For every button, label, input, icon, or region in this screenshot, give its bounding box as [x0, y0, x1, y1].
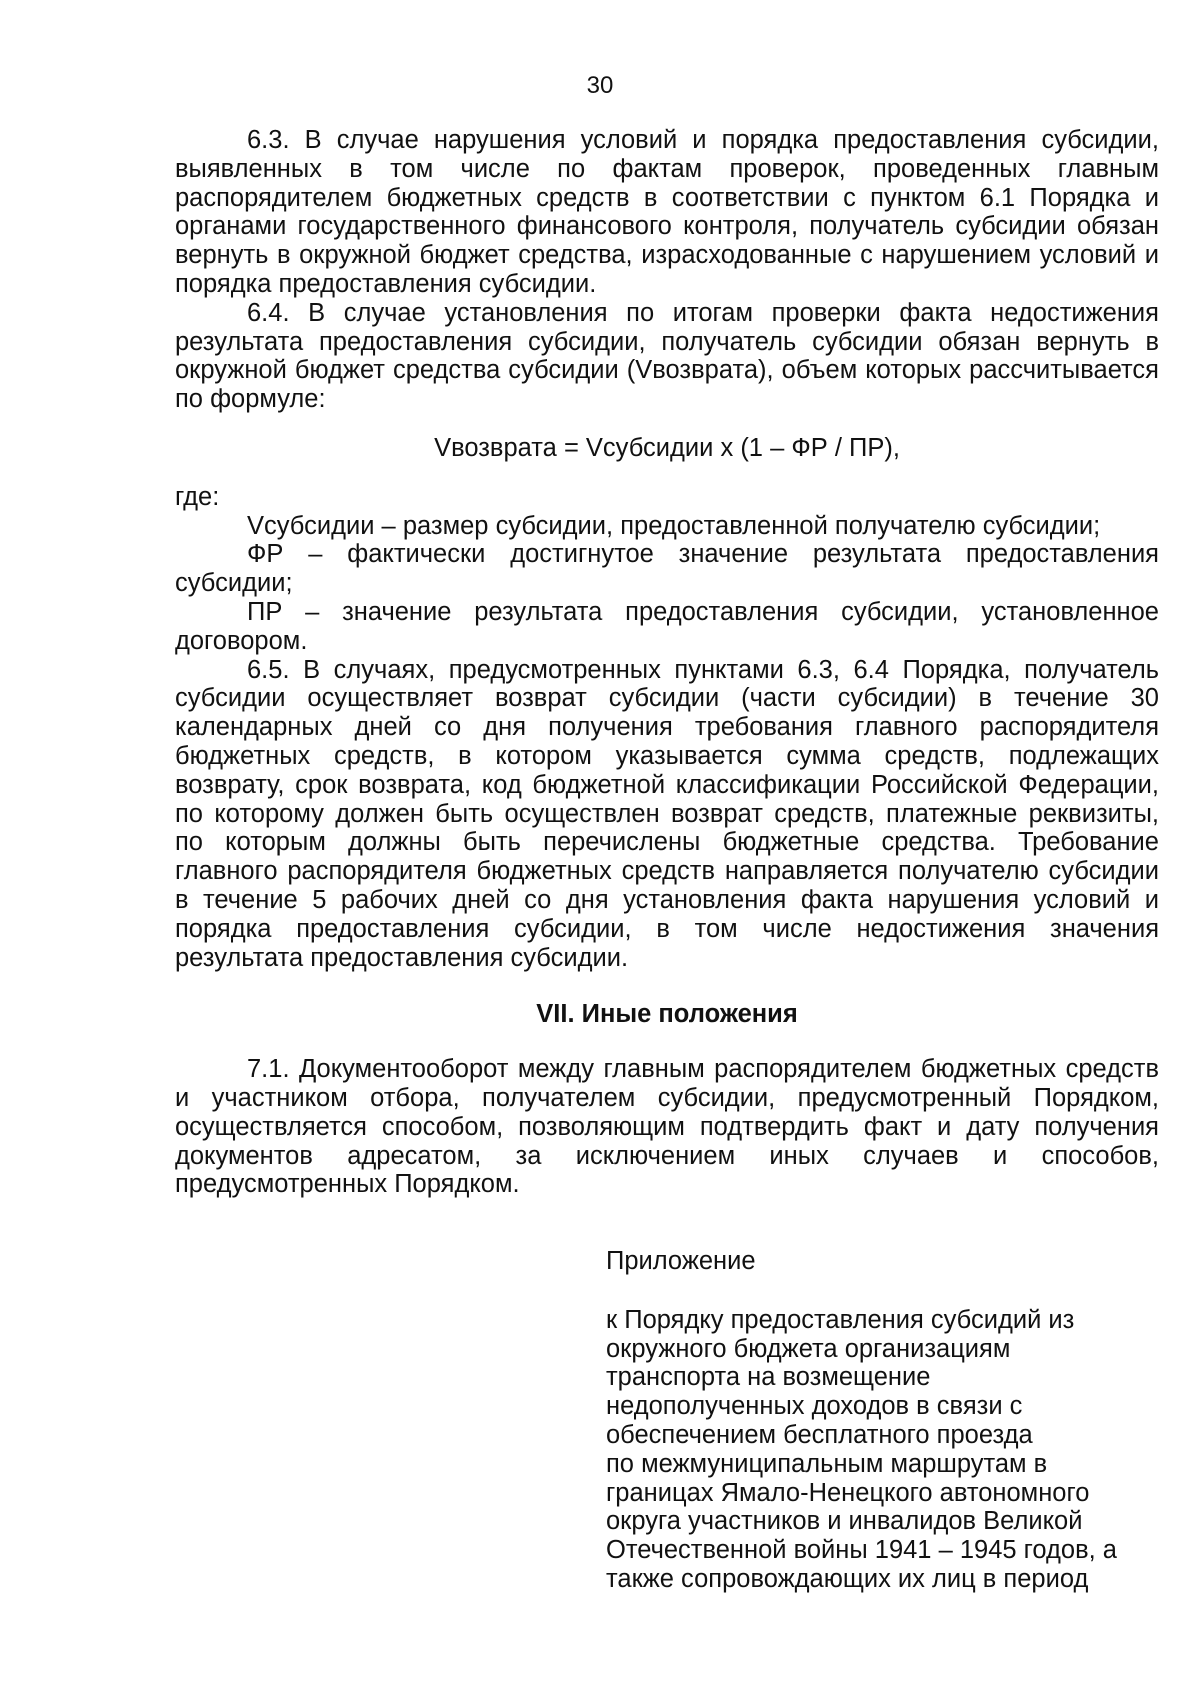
appendix-line: к Порядку предоставления субсидий из	[606, 1305, 1075, 1334]
paragraph-7-1: 7.1. Документооборот между главным распорядителем бюджетных средств и участником отбора, получателем субсидии, предусмотренный Порядком, осуществляется способом, позволяющим подтвердить факт и дату получения документов адресатом, за исключением иных случаев и способов, предусмотренных Порядком.	[175, 1055, 1159, 1199]
appendix-line: округа участников и инвалидов Великой	[606, 1507, 1083, 1536]
appendix-line: транспорта на возмещение	[606, 1363, 931, 1392]
appendix-line: по межмуниципальным маршрутам в	[606, 1449, 1048, 1478]
appendix-title: Приложение	[606, 1247, 756, 1275]
appendix-block	[606, 1247, 1166, 1594]
section-heading-vii: VII. Иные положения	[536, 1000, 798, 1029]
appendix-line: границах Ямало-Ненецкого автономного	[606, 1478, 1090, 1507]
appendix-line: окружного бюджета организациям	[606, 1334, 1011, 1363]
paragraph-6-3: 6.3. В случае нарушения условий и порядка предоставления субсидии, выявленных в том числе по фактам проверок, проведенных главным распорядителем бюджетных средств в соответствии с пунктом 6.1 Порядка и органами государственного финансового контроля, получатель субсидии обязан вернуть в окружной бюджет средства, израсходованные с нарушением условий и порядка предоставления субсидии.	[175, 126, 1159, 298]
appendix-line: также сопровождающих их лиц в период	[606, 1564, 1089, 1593]
definition-v-subsidy: Vсубсидии – размер субсидии, предоставленной получателю субсидии;	[247, 511, 1101, 540]
refund-formula: Vвозврата = Vсубсидии х (1 – ФР / ПР),	[434, 433, 900, 462]
document-body	[175, 126, 1159, 1199]
definition-fr: ФР – фактически достигнутое значение результата предоставления субсидии;	[175, 540, 1159, 598]
definition-pr: ПР – значение результата предоставления субсидии, установленное договором.	[175, 597, 1159, 655]
appendix-description	[606, 1306, 1166, 1594]
formula-where-label: где:	[175, 482, 220, 511]
paragraph-6-4: 6.4. В случае установления по итогам проверки факта недостижения результата предоставления субсидии, получатель субсидии обязан вернуть в окружной бюджет средства субсидии (Vвозврата), объем которых рассчитывается по формуле:	[175, 298, 1159, 414]
appendix-line: обеспечением бесплатного проезда	[606, 1420, 1033, 1449]
page-number: 30	[586, 72, 614, 99]
appendix-line: Отечественной войны 1941 – 1945 годов, а	[606, 1536, 1117, 1565]
paragraph-6-5: 6.5. В случаях, предусмотренных пунктами 6.3, 6.4 Порядка, получатель субсидии осуществляет возврат субсидии (части субсидии) в течение 30 календарных дней со дня получения требования главного распорядителя бюджетных средств, в котором указывается сумма средств, подлежащих возврату, срок возврата, код бюджетной классификации Российской Федерации, по которому должен быть осуществлен возврат средств, платежные реквизиты, по которым должны быть перечислены бюджетные средства. Требование главного распорядителя бюджетных средств направляется получателю субсидии в течение 5 рабочих дней со дня установления факта нарушения условий и порядка предоставления субсидии, в том числе недостижения значения результата предоставления субсидии.	[175, 655, 1159, 972]
appendix-line: недополученных доходов в связи с	[606, 1392, 1023, 1421]
